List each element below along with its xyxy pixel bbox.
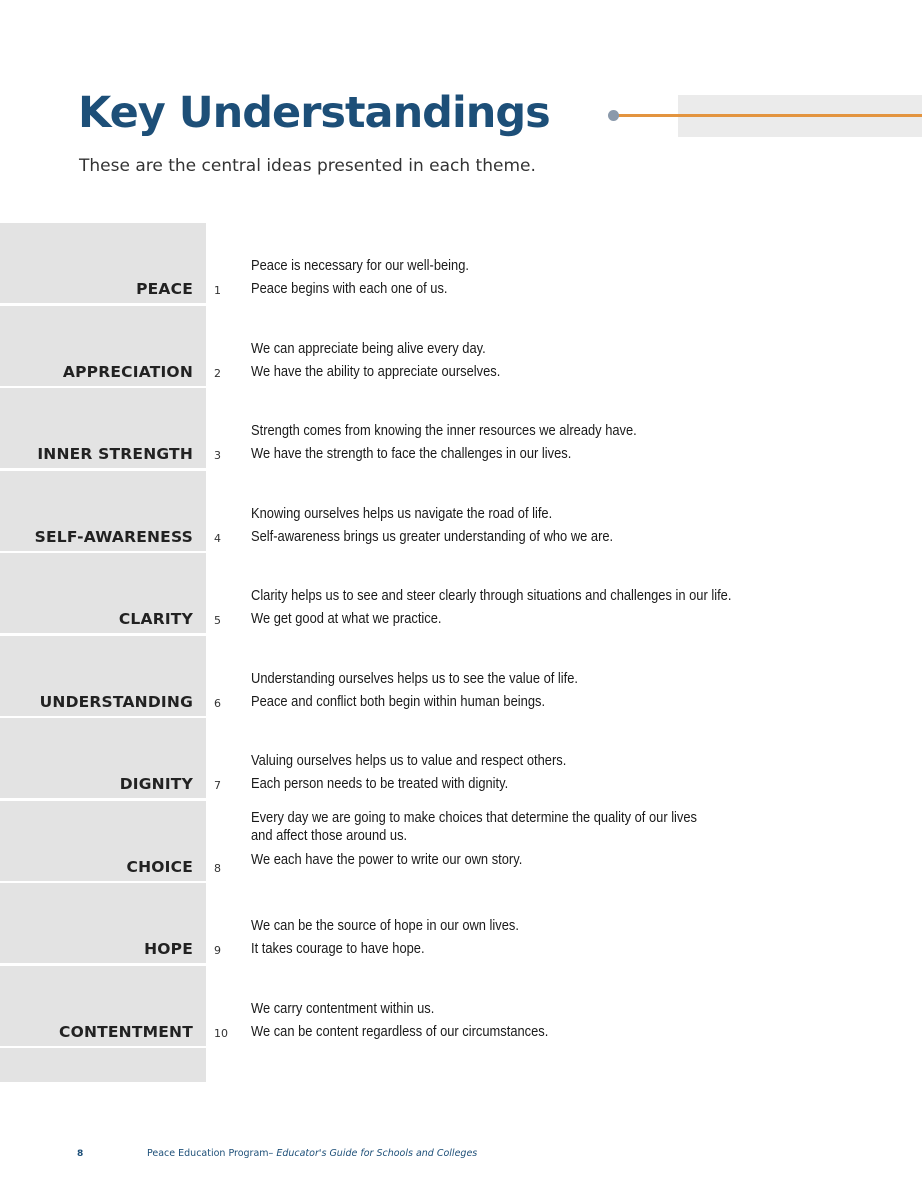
- theme-tab-end: [0, 1048, 206, 1082]
- theme-number: 5: [214, 614, 221, 627]
- theme-understandings: [251, 809, 784, 869]
- page-subtitle: These are the central ideas presented in each theme.: [79, 156, 536, 176]
- understanding-line: Knowing ourselves helps us navigate the road of life.: [251, 504, 553, 522]
- understanding-line: and affect those around us.: [251, 826, 408, 844]
- theme-row: [0, 306, 922, 389]
- understanding-line: Each person needs to be treated with dignity.: [251, 775, 509, 792]
- footer-guide-title: Educator's Guide for Schools and Colleges: [276, 1148, 478, 1159]
- understanding-line: We have the ability to appreciate ourselves.: [251, 362, 501, 380]
- theme-number: 4: [214, 531, 221, 545]
- theme-name: PEACE: [136, 280, 193, 298]
- theme-name: CONTENTMENT: [59, 1022, 193, 1041]
- theme-row: [0, 471, 922, 554]
- theme-row: [0, 388, 922, 471]
- theme-name: APPRECIATION: [62, 362, 193, 381]
- theme-understandings: [251, 667, 784, 713]
- header-decor-dot: [608, 110, 619, 121]
- footer-program: Peace Education Program: [147, 1148, 269, 1159]
- understanding-line: Self-awareness brings us greater understanding of who we are.: [251, 527, 614, 545]
- theme-number: 9: [214, 944, 221, 957]
- understanding-line: We carry contentment within us.: [251, 999, 435, 1017]
- theme-row: [0, 636, 922, 719]
- theme-row: [0, 553, 922, 636]
- header-decor-line: [614, 114, 922, 117]
- theme-name: HOPE: [144, 940, 193, 958]
- understanding-line: Peace begins with each one of us.: [251, 280, 448, 297]
- understanding-line: Strength comes from knowing the inner resources we already have.: [251, 422, 637, 439]
- theme-number: 8: [214, 861, 221, 875]
- theme-understandings: [251, 584, 784, 630]
- theme-understandings: [251, 914, 784, 960]
- understanding-line: Valuing ourselves helps us to value and respect others.: [251, 752, 567, 769]
- theme-row: [0, 801, 922, 884]
- theme-number: 7: [214, 779, 221, 792]
- understanding-line: We get good at what we practice.: [251, 610, 442, 627]
- theme-number: 1: [214, 284, 221, 297]
- theme-name: SELF-AWARENESS: [34, 527, 193, 546]
- understanding-line: We can be the source of hope in our own lives.: [251, 917, 519, 934]
- theme-row: [0, 966, 922, 1049]
- theme-understandings: [251, 502, 784, 548]
- theme-understandings: [251, 337, 784, 383]
- understanding-line: Clarity helps us to see and steer clearly through situations and challenges in our life.: [251, 587, 732, 604]
- understanding-line: Peace and conflict both begin within human beings.: [251, 692, 546, 710]
- theme-number: 3: [214, 449, 221, 462]
- understanding-line: We have the strength to face the challenges in our lives.: [251, 445, 572, 462]
- understanding-line: We can appreciate being alive every day.: [251, 339, 486, 357]
- page-number: 8: [77, 1149, 84, 1159]
- theme-number: 6: [214, 696, 221, 710]
- theme-name: INNER STRENGTH: [37, 445, 193, 463]
- understanding-line: It takes courage to have hope.: [251, 940, 425, 957]
- theme-understandings: [251, 749, 784, 795]
- understanding-line: Peace is necessary for our well-being.: [251, 257, 469, 274]
- theme-understandings: [251, 419, 784, 465]
- theme-name: CLARITY: [118, 610, 193, 628]
- understanding-line: We can be content regardless of our circumstances.: [251, 1022, 549, 1040]
- theme-name: UNDERSTANDING: [39, 692, 193, 711]
- themes-list: [0, 223, 922, 1048]
- theme-number: 10: [214, 1026, 228, 1040]
- theme-row: [0, 223, 922, 306]
- theme-row: [0, 883, 922, 966]
- understanding-line: Understanding ourselves helps us to see the value of life.: [251, 669, 579, 687]
- understanding-line: We each have the power to write our own story.: [251, 850, 523, 868]
- theme-understandings: [251, 254, 784, 300]
- running-footer: [147, 1148, 477, 1159]
- footer-separator: –: [268, 1148, 277, 1159]
- theme-row: [0, 718, 922, 801]
- theme-name: DIGNITY: [119, 775, 193, 793]
- understanding-line: Every day we are going to make choices that determine the quality of our lives: [251, 808, 698, 826]
- theme-understandings: [251, 997, 784, 1043]
- theme-number: 2: [214, 366, 221, 380]
- page-title: Key Understandings: [78, 88, 550, 138]
- theme-name: CHOICE: [126, 857, 193, 876]
